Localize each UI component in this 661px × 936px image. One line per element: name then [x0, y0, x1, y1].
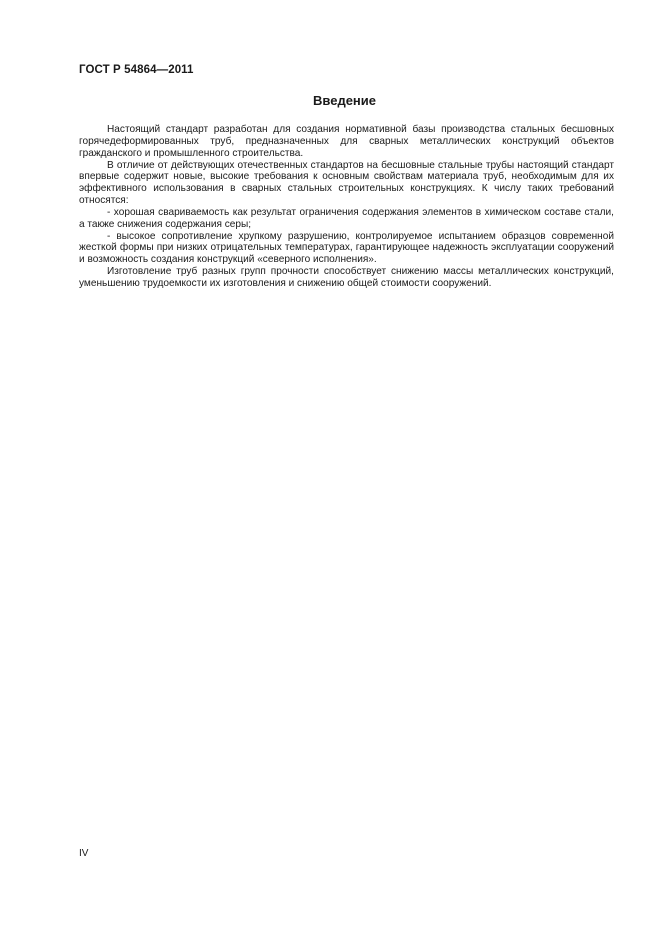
paragraph-purpose: Настоящий стандарт разработан для создания нормативной базы производства стальных бесшовных горячедеформированных труб, предназначенных для сварных металлических конструкций объектов гражданского и промышленного строительства. [79, 124, 614, 159]
page-number: IV [79, 848, 89, 859]
section-title: Введение [313, 93, 376, 108]
paragraph-requirements: В отличие от действующих отечественных стандартов на бесшовные стальные трубы настоящий стандарт впервые содержит новые, высокие требования к основным свойствам материала труб, необходимым для их эффективного использования в сварных стальных строительных конструкциях. К числу таких требований относятся: [79, 159, 614, 207]
list-item-weldability: - хорошая свариваемость как результат ограничения содержания элементов в химическом составе стали, а также снижения содержания серы; [79, 206, 614, 230]
list-item-fracture-resistance: - высокое сопротивление хрупкому разрушению, контролируемое испытанием образцов современной жесткой формы при низких отрицательных температурах, гарантирующее надежность эксплуатации сооружений и возможность создания конструкций «северного исполнения». [79, 230, 614, 266]
paragraph-strength-groups: Изготовление труб разных групп прочности способствует снижению массы металлических конструкций, уменьшению трудоемкости их изготовления и снижению общей стоимости сооружений. [79, 266, 614, 289]
document-code-header: ГОСТ Р 54864—2011 [79, 64, 194, 76]
body-text [79, 124, 614, 290]
